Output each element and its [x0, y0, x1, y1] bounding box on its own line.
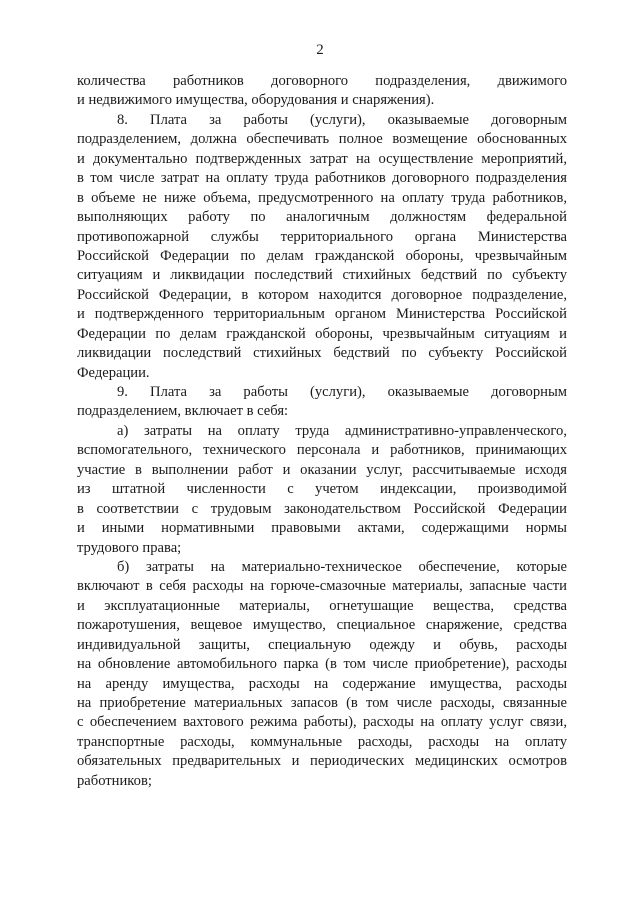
text-line: ситуациям и ликвидации последствий стихийных бедствий по субъекту — [77, 267, 567, 284]
text-line: 9. Плата за работы (услуги), оказываемые договорным — [117, 384, 567, 400]
text-line: и документально подтвержденных затрат на осуществление мероприятий, — [77, 150, 567, 167]
text-line: трудового права; — [77, 539, 182, 556]
text-line: количества работников договорного подразделения, движимого — [77, 73, 567, 89]
text-line: выполняющих работу по аналогичным должностям федеральной — [77, 209, 567, 226]
text-line: из штатной численности с учетом индексации, производимой — [77, 481, 567, 498]
text-line: индивидуальной защиты, специальную одежду и обувь, расходы — [77, 636, 567, 653]
text-line: обязательных предварительных и периодических медицинских осмотров — [77, 753, 567, 770]
text-line: и эксплуатационные материалы, огнетушащие вещества, средства — [77, 597, 567, 614]
text-line: подразделением, включает в себя: — [77, 403, 289, 420]
text-line: на аренду имущества, расходы на содержание имущества, расходы — [77, 675, 567, 692]
text-line: работников; — [77, 772, 152, 789]
text-line: в том числе затрат на оплату труда работников договорного подразделения — [77, 170, 567, 187]
text-line: противопожарной службы территориального органа Министерства — [77, 228, 567, 245]
text-line: с обеспечением вахтового режима работы), расходы на оплату услуг связи, — [77, 714, 567, 731]
text-line: на приобретение материальных запасов (в том числе расходы, связанные — [77, 695, 567, 711]
text-line: Федерации по делам гражданской обороны, чрезвычайным ситуациям и — [77, 325, 567, 342]
text-line: а) затраты на оплату труда административно-управленческого, — [117, 422, 567, 439]
page-number: 2 — [316, 42, 324, 58]
text-line: Российской Федерации по делам гражданской обороны, чрезвычайным — [77, 247, 567, 264]
text-line: вспомогательного, технического персонала и работников, принимающих — [77, 442, 567, 459]
text-line: в объеме не ниже объема, предусмотренного на оплату труда работников, — [77, 189, 567, 206]
text-line: и подтвержденного территориальным органом Министерства Российской — [77, 306, 567, 323]
text-line: и недвижимого имущества, оборудования и снаряжения). — [77, 92, 435, 109]
text-line: в соответствии с трудовым законодательством Российской Федерации — [77, 500, 567, 517]
text-line: на обновление автомобильного парка (в том числе приобретение), расходы — [77, 656, 567, 673]
text-line: Федерации. — [77, 364, 150, 381]
document-body — [77, 72, 567, 791]
text-line: ликвидации последствий стихийных бедствий по субъекту Российской — [77, 345, 567, 362]
text-line: пожаротушения, вещевое имущество, специальное снаряжение, средства — [77, 617, 567, 634]
text-line: и иными нормативными правовыми актами, содержащими нормы — [77, 520, 567, 537]
text-line: Российской Федерации, в котором находится договорное подразделение, — [77, 286, 567, 303]
text-line: подразделением, должна обеспечивать полное возмещение обоснованных — [77, 131, 567, 148]
text-line: участие в выполнении работ и оказании услуг, рассчитываемые исходя — [77, 461, 567, 478]
text-line: 8. Плата за работы (услуги), оказываемые договорным — [117, 111, 567, 128]
text-line: транспортные расходы, коммунальные расходы, расходы на оплату — [77, 733, 567, 750]
text-line: б) затраты на материально-техническое обеспечение, которые — [117, 558, 567, 575]
text-line: включают в себя расходы на горюче-смазочные материалы, запасные части — [77, 578, 567, 595]
